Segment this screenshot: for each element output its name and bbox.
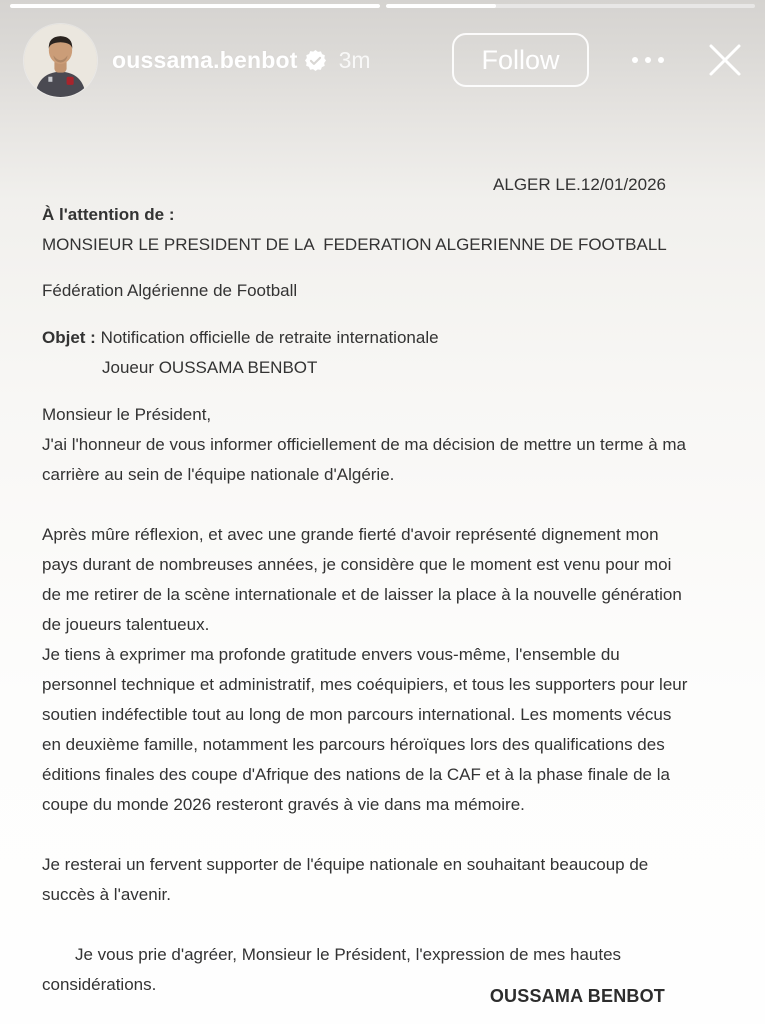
story-progress-bar xyxy=(10,4,755,8)
more-options-button[interactable] xyxy=(630,47,666,73)
verified-badge-icon xyxy=(305,50,326,71)
letter-attention-label: À l'attention de : xyxy=(42,205,175,224)
letter-paragraph-3: Je tiens à exprimer ma profonde gratitude envers vous-même, l'ensemble du personnel technique et administratif, mes coéquipiers, et tous les supporters pour leur soutien indéfectible tout au long de mon parcours international. Les moments vécus en deuxième famille, notamment les parcours héroïques lors des qualifications des éditions finales des coupe d'Afrique des nations de la CAF et à la phase finale de la coupe du monde 2026 resteront gravés à vie dans ma mémoire. xyxy=(42,645,688,814)
username[interactable]: oussama.benbot xyxy=(112,46,298,73)
ellipsis-dot xyxy=(645,57,651,63)
story-timestamp: 3m xyxy=(338,46,371,73)
close-button[interactable] xyxy=(699,34,751,86)
ellipsis-dot xyxy=(658,57,664,63)
letter-subject-line xyxy=(42,323,694,353)
story-progress-segment-2 xyxy=(386,4,756,8)
letter-subject-label: Objet : xyxy=(42,328,96,347)
letter-signature: OUSSAMA BENBOT xyxy=(489,986,665,1006)
letter-salutation: Monsieur le Président, xyxy=(42,405,212,424)
avatar[interactable] xyxy=(24,24,97,97)
letter-document xyxy=(42,170,694,1024)
x-close-icon xyxy=(699,34,751,86)
profile-photo-icon xyxy=(24,24,97,97)
letter-closing: Je vous prie d'agréer, Monsieur le Président, l'expression de mes hautes considérations. xyxy=(42,945,622,994)
story-progress-segment-1 xyxy=(10,4,380,8)
letter-date: ALGER LE.12/01/2026 xyxy=(493,175,666,194)
letter-paragraph-4: Je resterai un fervent supporter de l'équipe nationale en souhaitant beaucoup de succès à l'avenir. xyxy=(42,855,649,904)
follow-button[interactable]: Follow xyxy=(452,33,589,87)
letter-attention-recipient: MONSIEUR LE PRESIDENT DE LA FEDERATION ALGERIENNE DE FOOTBALL xyxy=(42,235,667,254)
ellipsis-dot xyxy=(632,57,638,63)
letter-paragraph-2: Après mûre réflexion, et avec une grande fierté d'avoir représenté dignement mon pays durant de nombreuses années, je considère que le moment est venu pour moi de me retirer de la scène internationale et de laisser la place à la nouvelle génération de joueurs talentueux. xyxy=(42,525,682,634)
letter-paragraph-1: J'ai l'honneur de vous informer officiellement de ma décision de mettre un terme à ma carrière au sein de l'équipe nationale d'Algérie. xyxy=(42,435,686,484)
letter-subject-player: Joueur OUSSAMA BENBOT xyxy=(102,358,318,377)
letter-subject-text: Notification officielle de retraite internationale xyxy=(95,328,439,347)
story-header xyxy=(0,22,765,98)
story-progress-fill-2 xyxy=(386,4,497,8)
letter-recipient-org: Fédération Algérienne de Football xyxy=(42,281,298,300)
story-progress-fill-1 xyxy=(10,4,380,8)
user-info xyxy=(112,47,371,74)
